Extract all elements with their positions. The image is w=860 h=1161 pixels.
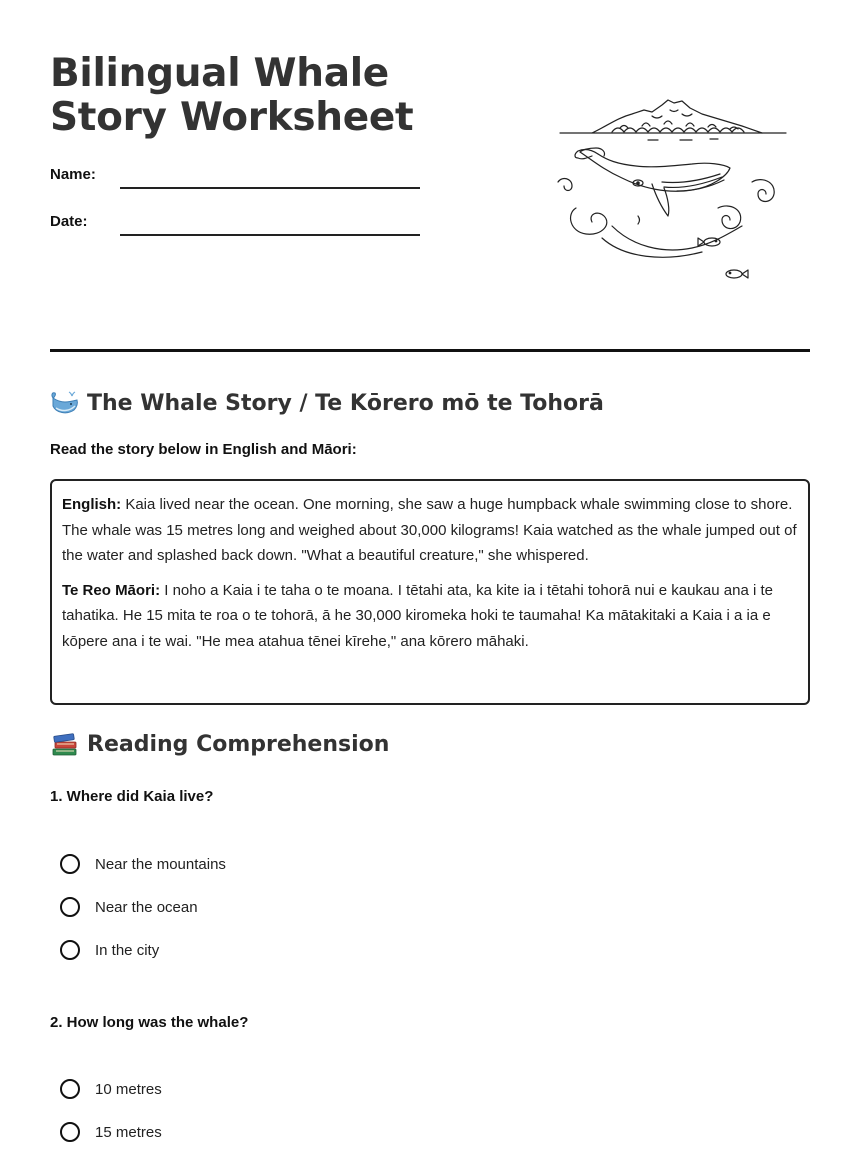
radio-button[interactable] xyxy=(60,897,80,917)
whale-ocean-illustration xyxy=(552,96,788,286)
english-paragraph xyxy=(62,492,798,569)
option-label: In the city xyxy=(95,941,160,959)
section-divider xyxy=(50,349,810,352)
option-label: Near the ocean xyxy=(95,898,198,916)
option-label: 15 metres xyxy=(95,1123,162,1141)
question-1: 1. Where did Kaia live? xyxy=(50,788,214,805)
radio-button[interactable] xyxy=(60,940,80,960)
q2-option-2[interactable] xyxy=(60,1120,162,1144)
name-field[interactable] xyxy=(120,187,420,189)
story-box xyxy=(50,479,810,705)
radio-button[interactable] xyxy=(60,1122,80,1142)
english-label: English: xyxy=(62,496,122,513)
books-icon xyxy=(50,731,80,757)
maori-paragraph xyxy=(62,578,798,655)
comprehension-heading xyxy=(50,731,389,757)
q1-option-2[interactable] xyxy=(60,895,198,919)
name-label: Name: xyxy=(50,166,96,183)
date-field[interactable] xyxy=(120,234,420,236)
whale-icon xyxy=(50,390,80,416)
radio-button[interactable] xyxy=(60,854,80,874)
english-text: Kaia lived near the ocean. One morning, she saw a huge humpback whale swimming close to shore. The whale was 15 metres long and weighed about 30,000 kilograms! Kaia watched as the whale jumped out of the water and splashed back down. "What a beautiful creature," she whispered. xyxy=(62,496,797,564)
story-heading-text: The Whale Story / Te Kōrero mō te Tohorā xyxy=(87,390,604,416)
q1-option-3[interactable] xyxy=(60,938,159,962)
worksheet-title: Bilingual Whale Story Worksheet xyxy=(50,51,414,140)
story-heading xyxy=(50,390,604,416)
maori-label: Te Reo Māori: xyxy=(62,581,161,599)
date-label: Date: xyxy=(50,213,88,230)
question-2: 2. How long was the whale? xyxy=(50,1014,249,1031)
radio-button[interactable] xyxy=(60,1079,80,1099)
q1-option-1[interactable] xyxy=(60,852,226,876)
q2-option-1[interactable] xyxy=(60,1077,162,1101)
maori-text: I noho a Kaia i te taha o te moana. I tētahi ata, ka kite ia i tētahi tohorā nui e kaukau ana i te tahatika. He 15 mita te roa o te tohorā, ā he 30,000 kiromeka hoki te taumaha! Ka mātakitaki a Kaia i a ia e kōpere ana i te wai. "He mea atahua tēnei kīrehe," ana kōrero māhaki. xyxy=(62,581,773,650)
option-label: Near the mountains xyxy=(95,855,226,873)
story-instruction: Read the story below in English and Māori: xyxy=(50,441,357,458)
comprehension-heading-text: Reading Comprehension xyxy=(87,731,390,757)
option-label: 10 metres xyxy=(95,1080,162,1098)
